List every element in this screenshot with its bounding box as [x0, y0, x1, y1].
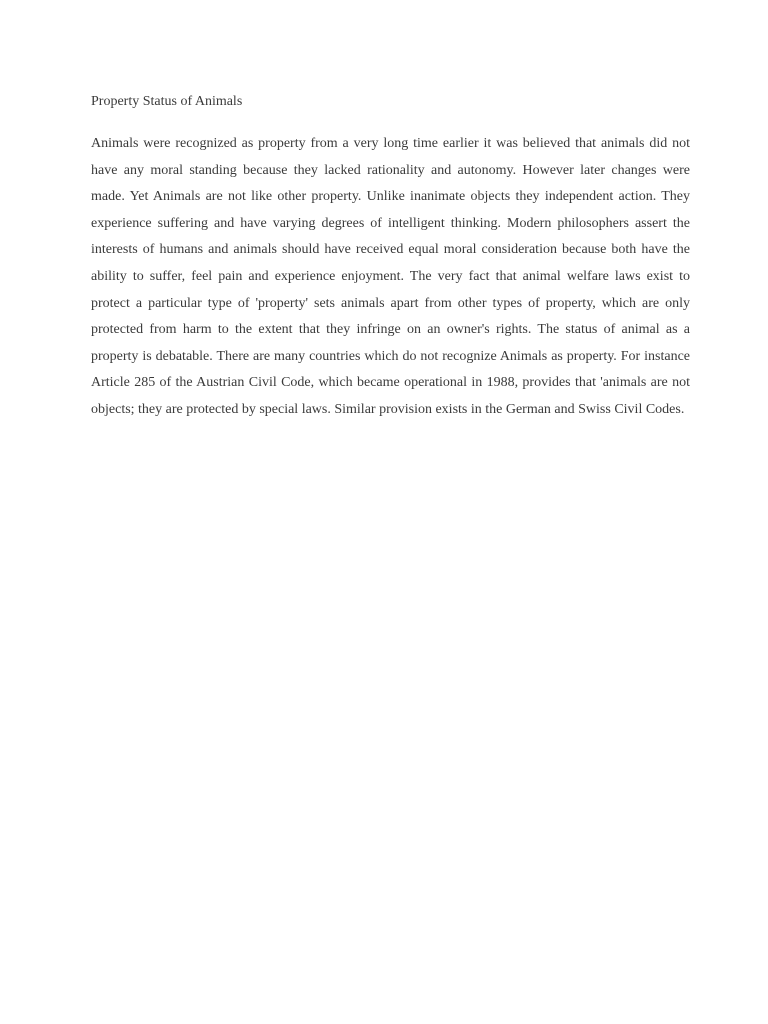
- document-paragraph: Animals were recognized as property from a very long time earlier it was believed that animals did not have any moral standing because they lacked rationality and autonomy. However later changes were made. Yet Animals are not like other property. Unlike inanimate objects they independent action. They experience suffering and have varying degrees of intelligent thinking. Modern philosophers assert the interests of humans and animals should have received equal moral consideration because both have the ability to suffer, feel pain and experience enjoyment. The very fact that animal welfare laws exist to protect a particular type of 'property' sets animals apart from other types of property, which are only protected from harm to the extent that they infringe on an owner's rights. The status of animal as a property is debatable. There are many countries which do not recognize Animals as property. For instance Article 285 of the Austrian Civil Code, which became operational in 1988, provides that 'animals are not objects; they are protected by special laws. Similar provision exists in the German and Swiss Civil Codes.: [91, 136, 690, 417]
- document-title: Property Status of Animals: [91, 94, 243, 109]
